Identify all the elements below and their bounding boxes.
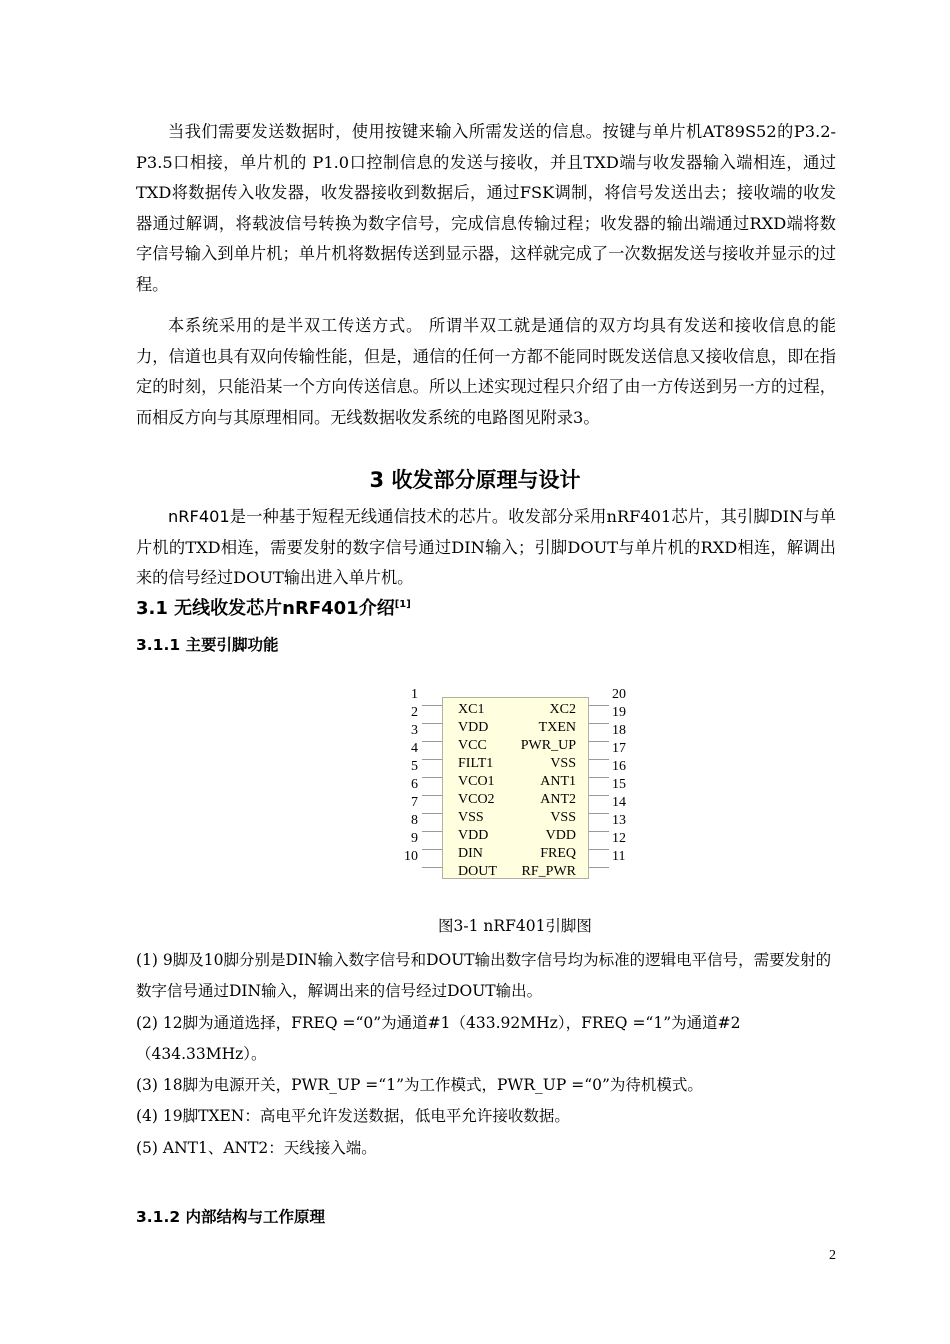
right-pin-number: 20 (612, 687, 626, 702)
left-pin-name: VCC (458, 738, 487, 753)
chip-body (442, 697, 589, 879)
right-pin-name: RF_PWR (521, 864, 576, 879)
left-pin-lead (422, 741, 442, 742)
left-pin-number: 9 (411, 831, 418, 846)
subsubsection-pin-functions: 3.1.1 主要引脚功能 (136, 636, 279, 654)
left-pin-lead (422, 795, 442, 796)
left-pin-name: VCO1 (458, 774, 495, 789)
right-pin-number: 18 (612, 723, 626, 738)
right-pin-lead (589, 795, 609, 796)
list-item: (4) 19脚TXEN：高电平允许发送数据，低电平允许接收数据。 (136, 1107, 570, 1125)
left-pin-lead (422, 867, 442, 868)
pin-row (443, 810, 588, 828)
section-title: 3 收发部分原理与设计 (369, 468, 581, 492)
right-pin-number: 12 (612, 831, 626, 846)
subsubsection-internal-structure: 3.1.2 内部结构与工作原理 (136, 1208, 326, 1226)
list-item: (1) 9脚及10脚分别是DIN输入数字信号和DOUT输出数字信号均为标准的逻辑电平信号，需要发射的数字信号通过DIN输入，解调出来的信号经过DOUT输出。 (136, 951, 832, 1000)
subsection-title-text: 3.1 无线收发芯片nRF401介绍 (136, 598, 395, 619)
right-pin-number: 13 (612, 813, 626, 828)
left-pin-lead (422, 831, 442, 832)
left-pin-lead (422, 849, 442, 850)
paragraph-nrf401-rest: 是一种基于短程无线通信技术的芯片。收发部分采用nRF401芯片，其引脚DIN与单片机的TXD相连，需要发射的数字信号通过DIN输入；引脚DOUT与单片机的RXD相连，解调出来的信号经过DOUT输出进入单片机。 (136, 507, 836, 587)
left-pin-lead (422, 705, 442, 706)
left-pin-lead (422, 777, 442, 778)
citation-ref: [1] (394, 599, 411, 610)
left-pin-name: XC1 (458, 702, 485, 717)
list-item: (2) 12脚为通道选择，FREQ =“0”为通道#1（433.92MHz），FREQ =“1”为通道#2（434.33MHz）。 (136, 1014, 741, 1063)
left-pin-name: DOUT (458, 864, 497, 879)
right-pin-name: FREQ (540, 846, 576, 861)
pin-row (443, 846, 588, 864)
left-pin-lead (422, 759, 442, 760)
pin-row (443, 828, 588, 846)
right-pin-lead (589, 813, 609, 814)
right-pin-lead (589, 759, 609, 760)
left-pin-number: 8 (411, 813, 418, 828)
right-pin-lead (589, 849, 609, 850)
pin-row (443, 720, 588, 738)
paragraph-half-duplex: 本系统采用的是半双工传送方式。 所谓半双工就是通信的双方均具有发送和接收信息的能力，信道也具有双向传输性能，但是，通信的任何一方都不能同时既发送信息又接收信息，即在指定的时刻，只能沿某一个方向传送信息。所以上述实现过程只介绍了由一方传送到另一方的过程，而相反方向与其原理相同。无线数据收发系统的电路图见附录3。 (136, 316, 836, 427)
left-pin-lead (422, 813, 442, 814)
left-pin-name: VSS (458, 810, 484, 825)
list-item: (5) ANT1、ANT2：天线接入端。 (136, 1139, 377, 1157)
left-pin-name: VDD (458, 720, 489, 735)
pin-row (443, 702, 588, 720)
right-pin-lead (589, 867, 609, 868)
list-item: (3) 18脚为电源开关，PWR_UP =“1”为工作模式，PWR_UP =“0”为待机模式。 (136, 1076, 703, 1094)
left-pin-name: FILT1 (458, 756, 494, 771)
right-pin-name: XC2 (549, 702, 576, 717)
pin-row (443, 738, 588, 756)
left-pin-name: DIN (458, 846, 483, 861)
right-pin-number: 11 (612, 849, 626, 864)
pin-row (443, 756, 588, 774)
right-pin-name: ANT1 (540, 774, 576, 789)
right-pin-number: 16 (612, 759, 626, 774)
right-pin-lead (589, 831, 609, 832)
right-pin-name: VDD (545, 828, 576, 843)
right-pin-name: PWR_UP (520, 738, 576, 753)
right-pin-lead (589, 705, 609, 706)
figure-caption: 图3-1 nRF401引脚图 (438, 917, 592, 935)
right-pin-number: 19 (612, 705, 626, 720)
left-pin-number: 5 (411, 759, 418, 774)
left-pin-name: VCO2 (458, 792, 495, 807)
left-pin-name: VDD (458, 828, 489, 843)
subsection-title (136, 594, 411, 620)
paragraph-system-flow: 当我们需要发送数据时，使用按键来输入所需发送的信息。按键与单片机AT89S52的P3.2-P3.5口相接，单片机的 P1.0口控制信息的发送与接收，并且TXD端与收发器输入端相连，通过TXD将数据传入收发器，收发器接收到数据后，通过FSK调制，将信号发送出去；接收端的收发器通过解调，将载波信号转换为数字信号，完成信息传输过程；收发器的输出端通过RXD端将数字信号输入到单片机；单片机将数据传送到显示器，这样就完成了一次数据发送与接收并显示的过程。 (136, 122, 836, 294)
left-pin-number: 10 (404, 849, 418, 864)
paragraph-nrf401-intro (136, 502, 836, 594)
chip-name: nRF401 (168, 507, 230, 526)
right-pin-name: VSS (550, 810, 576, 825)
pin-row (443, 774, 588, 792)
left-pin-number: 7 (411, 795, 418, 810)
left-pin-lead (422, 723, 442, 724)
right-pin-number: 17 (612, 741, 626, 756)
pin-row (443, 792, 588, 810)
left-pin-number: 1 (411, 687, 418, 702)
left-pin-number: 2 (411, 705, 418, 720)
left-pin-number: 3 (411, 723, 418, 738)
right-pin-name: TXEN (538, 720, 576, 735)
page-number: 2 (829, 1248, 836, 1263)
right-pin-lead (589, 741, 609, 742)
right-pin-lead (589, 723, 609, 724)
right-pin-name: ANT2 (540, 792, 576, 807)
right-pin-name: VSS (550, 756, 576, 771)
right-pin-number: 14 (612, 795, 626, 810)
pin-row (443, 864, 588, 882)
left-pin-number: 6 (411, 777, 418, 792)
right-pin-lead (589, 777, 609, 778)
left-pin-number: 4 (411, 741, 418, 756)
right-pin-number: 15 (612, 777, 626, 792)
